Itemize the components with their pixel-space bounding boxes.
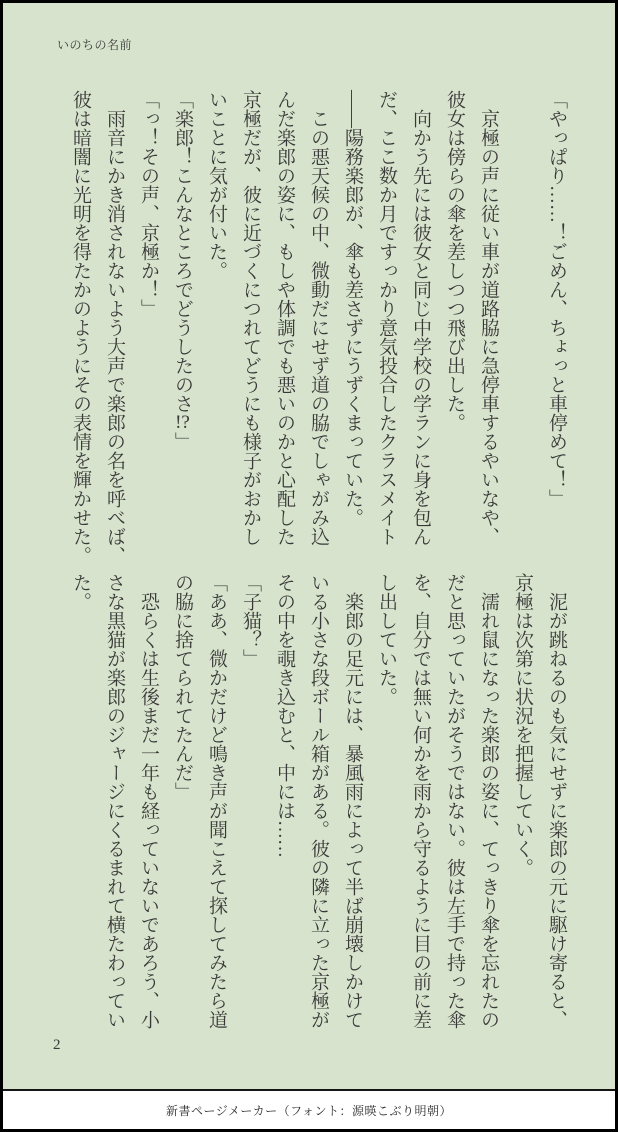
text-line: さな黒猫が楽郎のジャージにくるまれて横たわってい [104, 573, 125, 1029]
text-line: 彼は暗闇に光明を得たかのようにその表情を輝かせた。 [70, 90, 91, 565]
footer-strip [3, 1091, 615, 1129]
page-number: 2 [53, 1037, 61, 1053]
text-line: 「っ！その声、京極か！」 [138, 90, 159, 318]
text-line: 彼女は傍らの傘を差しつつ飛び出した。 [444, 90, 465, 432]
exclamation-question-mark: !? [175, 413, 190, 432]
text-line: 楽郎の足元には、暴風雨によって半ば崩壊しかけて [342, 573, 363, 1029]
text-line: だ、ここ数か月ですっかり意気投合したクラスメイト [376, 90, 397, 546]
text-line: 「やっぱり……！ごめん、ちょっと車停めて！」 [546, 90, 567, 508]
page-sheet [3, 3, 615, 1091]
text-line: 恐らくは生後まだ一年も経っていないであろう、小 [138, 573, 159, 1029]
text-line: 京極は次第に状況を把握していく。 [512, 573, 533, 877]
text-line: んだ楽郎の姿に、もしや体調でも悪いのかと心配した [274, 90, 295, 546]
blank-line [505, 90, 539, 560]
text-line: その中を覗き込むと、中には…… [274, 573, 295, 858]
text-line: 向かう先には彼女と同じ中学校の学ランに身を包ん [410, 90, 431, 546]
text-line: 濡れ鼠になった楽郎の姿に、てっきり傘を忘れたの [478, 573, 499, 1029]
text-line: 「子猫？」 [240, 573, 261, 668]
text-line: 「楽郎！こんなところでどうしたのさ!?」 [172, 90, 193, 451]
text-line: ——陽務楽郎が、傘も差さずにうずくまっていた。 [342, 90, 363, 527]
generator-credit: 新書ページメーカー（フォント：源暎こぶり明朝） [165, 1103, 453, 1118]
text-line: 「ああ、微かだけど鳴き声が聞こえて探してみたら道 [206, 573, 227, 1029]
text-line: 京極の声に従い車が道路脇に急停車するやいなや、 [478, 90, 499, 546]
lower-text-block [62, 573, 573, 1043]
text-line: を、自分では無い何かを雨から守るように目の前に差 [410, 573, 431, 1029]
text-line: 京極だが、彼に近づくにつれてどうにも様子がおかし [240, 90, 261, 546]
text-line: いことに気が付いた。 [206, 90, 227, 280]
text-line: 雨音にかき消されないよう大声で楽郎の名を呼べば、 [104, 90, 125, 565]
text-line: だと思っていたがそうではない。彼は左手で持った傘 [444, 573, 465, 1029]
text-line: この悪天候の中、微動だにせず道の脇でしゃがみ込 [308, 90, 329, 546]
upper-text-block [62, 90, 573, 565]
text-line: いる小さな段ボール箱がある。彼の隣に立った京極が [308, 573, 329, 1029]
story-title: いのちの名前 [57, 38, 133, 52]
text-line: し出していた。 [376, 573, 397, 706]
text-line: 泥が跳ねるのも気にせずに楽郎の元に駆け寄ると、 [546, 573, 567, 1029]
text-line: の脇に捨てられてたんだ」 [172, 573, 193, 801]
text-line: た。 [70, 573, 91, 611]
